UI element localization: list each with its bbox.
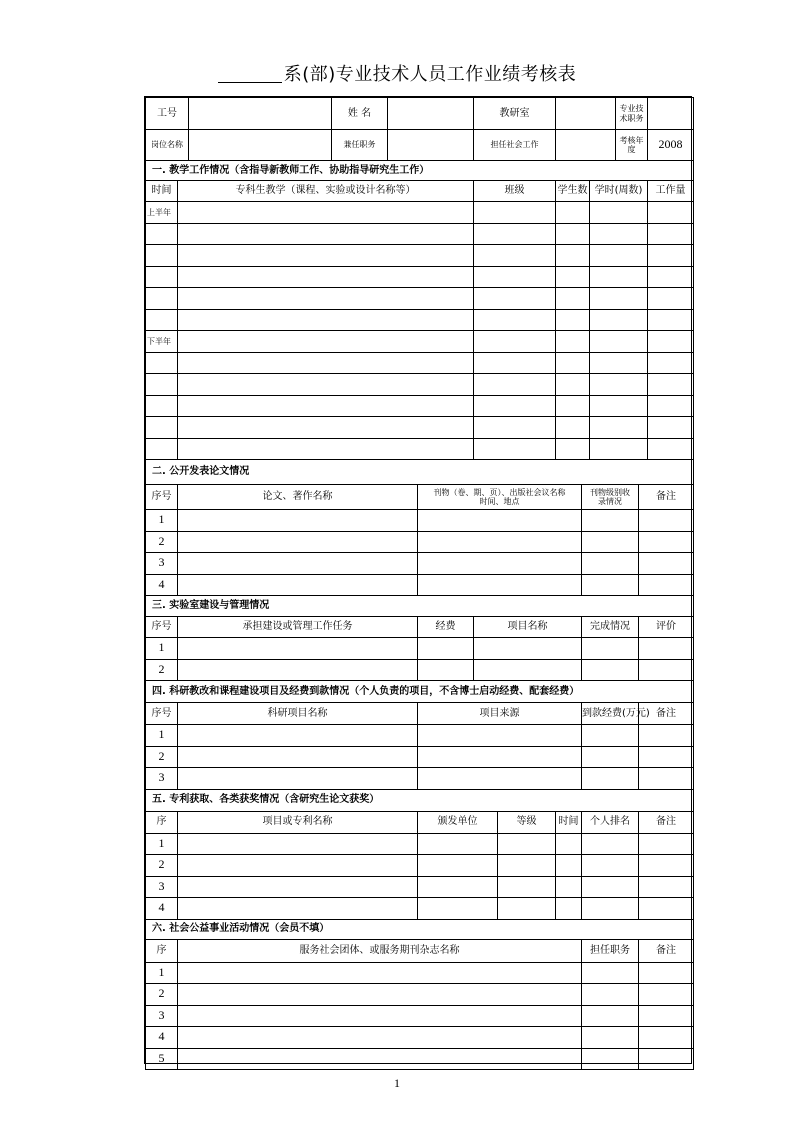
- table-cell[interactable]: [648, 374, 694, 396]
- table-cell[interactable]: [146, 266, 178, 288]
- row-number: 4: [146, 1027, 178, 1049]
- s5-col-rank: 个人排名: [582, 811, 639, 833]
- table-cell[interactable]: [590, 202, 648, 224]
- input-social-work[interactable]: [556, 130, 616, 161]
- table-cell[interactable]: [648, 288, 694, 310]
- row-number: 5: [146, 1048, 178, 1070]
- input-teaching-office[interactable]: [556, 98, 616, 130]
- table-cell[interactable]: [178, 374, 474, 396]
- table-cell[interactable]: [418, 855, 498, 877]
- input-name[interactable]: [388, 98, 474, 130]
- s4-col-remark: 备注: [639, 703, 694, 725]
- table-row: [146, 438, 694, 460]
- title-text: 系(部)专业技术人员工作业绩考核表: [283, 64, 577, 85]
- s3-col-task: 承担建设或管理工作任务: [178, 617, 418, 638]
- table-cell[interactable]: [556, 331, 590, 353]
- s4-col-funds: 到款经费(万元): [582, 703, 639, 725]
- table-cell[interactable]: [146, 223, 178, 245]
- s5-col-issuer: 颁发单位: [418, 811, 498, 833]
- table-cell[interactable]: [556, 223, 590, 245]
- table-cell[interactable]: [498, 855, 556, 877]
- table-row: [146, 202, 694, 224]
- s1-first-half: [146, 202, 694, 331]
- s6-col-no: 序: [146, 939, 178, 962]
- table-cell[interactable]: [556, 833, 582, 855]
- table-cell[interactable]: [582, 1048, 639, 1070]
- table-cell[interactable]: [582, 746, 639, 768]
- department-blank[interactable]: [218, 64, 282, 83]
- table-cell[interactable]: [418, 574, 582, 596]
- table-cell[interactable]: [639, 876, 694, 898]
- table-cell[interactable]: [418, 746, 582, 768]
- table-cell[interactable]: [146, 352, 178, 374]
- table-cell[interactable]: [639, 1005, 694, 1027]
- table-cell[interactable]: [648, 202, 694, 224]
- row-number: 1: [146, 638, 178, 660]
- s2-col-level: 刊物级别收录情况: [582, 485, 639, 510]
- s4-rows: [146, 725, 694, 790]
- table-cell[interactable]: [556, 288, 590, 310]
- table-cell[interactable]: [639, 638, 694, 660]
- table-cell[interactable]: [178, 1027, 582, 1049]
- table-cell[interactable]: [146, 374, 178, 396]
- s2-col-paper: 论文、著作名称: [178, 485, 418, 510]
- table-cell[interactable]: [146, 245, 178, 267]
- table-cell[interactable]: [418, 725, 582, 747]
- table-row: [146, 331, 694, 353]
- table-cell[interactable]: [474, 223, 556, 245]
- table-row: [146, 833, 694, 855]
- table-cell[interactable]: [418, 553, 582, 575]
- table-cell[interactable]: [474, 374, 556, 396]
- s5-rows: [146, 833, 694, 919]
- table-cell[interactable]: [556, 309, 590, 331]
- section-5-title: 五. 专利获取、各类获奖情况（含研究生论文获奖）: [146, 789, 694, 811]
- table-cell[interactable]: [582, 638, 639, 660]
- input-id[interactable]: [189, 98, 332, 130]
- s5-col-no: 序: [146, 811, 178, 833]
- table-cell[interactable]: [146, 309, 178, 331]
- table-cell[interactable]: [178, 898, 418, 920]
- table-row: [146, 223, 694, 245]
- table-cell[interactable]: [418, 833, 498, 855]
- table-cell[interactable]: [582, 768, 639, 790]
- table-cell[interactable]: [178, 1048, 582, 1070]
- s1-col-workload: 工作量: [648, 181, 694, 202]
- table-row: [146, 309, 694, 331]
- table-cell[interactable]: [556, 202, 590, 224]
- table-cell[interactable]: [582, 984, 639, 1006]
- table-row: [146, 245, 694, 267]
- table-row: [146, 510, 694, 532]
- table-cell[interactable]: [556, 245, 590, 267]
- s1-col-time: 时间: [146, 181, 178, 202]
- assessment-form: [144, 96, 692, 1064]
- table-row: [146, 962, 694, 984]
- table-cell[interactable]: [178, 223, 474, 245]
- table-row: [146, 1027, 694, 1049]
- table-cell[interactable]: [582, 659, 639, 681]
- table-cell[interactable]: [648, 331, 694, 353]
- table-cell[interactable]: [178, 876, 418, 898]
- row-number: 3: [146, 553, 178, 575]
- table-cell[interactable]: [582, 1005, 639, 1027]
- label-assessment-year: 考核年度: [616, 130, 648, 161]
- table-cell[interactable]: [648, 438, 694, 460]
- s2-col-journal: 刊物（卷、期、页）、出版社会议名称时间、地点: [418, 485, 582, 510]
- row-number: 3: [146, 768, 178, 790]
- table-row: [146, 288, 694, 310]
- table-cell[interactable]: [639, 531, 694, 553]
- row-number: 2: [146, 984, 178, 1006]
- row-number: 1: [146, 833, 178, 855]
- table-cell[interactable]: [648, 395, 694, 417]
- label-teaching-office: 教研室: [474, 98, 556, 130]
- table-cell[interactable]: [498, 833, 556, 855]
- table-cell[interactable]: [582, 553, 639, 575]
- table-cell[interactable]: [178, 984, 582, 1006]
- table-cell[interactable]: [590, 288, 648, 310]
- table-cell[interactable]: [178, 659, 418, 681]
- table-cell[interactable]: [590, 395, 648, 417]
- s5-col-remark: 备注: [639, 811, 694, 833]
- table-cell[interactable]: [178, 202, 474, 224]
- section-1-title: 一. 教学工作情况（含指导新教师工作、协助指导研究生工作）: [146, 161, 694, 181]
- table-cell[interactable]: [648, 417, 694, 439]
- table-row: [146, 659, 694, 681]
- table-cell[interactable]: [418, 531, 582, 553]
- row-number: 2: [146, 531, 178, 553]
- table-row: [146, 638, 694, 660]
- s5-col-name: 项目或专利名称: [178, 811, 418, 833]
- table-cell[interactable]: [590, 309, 648, 331]
- row-number: 3: [146, 876, 178, 898]
- table-row: [146, 768, 694, 790]
- s3-col-status: 完成情况: [582, 617, 639, 638]
- table-cell[interactable]: [474, 438, 556, 460]
- row-number: 2: [146, 855, 178, 877]
- row-number: 2: [146, 746, 178, 768]
- table-cell[interactable]: [418, 510, 582, 532]
- period-label: 上半年: [146, 202, 178, 224]
- table-cell[interactable]: [178, 746, 418, 768]
- table-cell[interactable]: [556, 438, 590, 460]
- table-cell[interactable]: [178, 531, 418, 553]
- table-row: [146, 855, 694, 877]
- table-cell[interactable]: [590, 417, 648, 439]
- table-cell[interactable]: [178, 962, 582, 984]
- row-number: 3: [146, 1005, 178, 1027]
- table-row: [146, 374, 694, 396]
- table-cell[interactable]: [556, 352, 590, 374]
- table-cell[interactable]: [590, 266, 648, 288]
- table-cell[interactable]: [474, 331, 556, 353]
- s1-col-students: 学生数: [556, 181, 590, 202]
- table-cell[interactable]: [178, 1005, 582, 1027]
- table-cell[interactable]: [648, 223, 694, 245]
- table-cell[interactable]: [418, 638, 474, 660]
- s1-col-hours: 学时(周数): [590, 181, 648, 202]
- table-cell[interactable]: [474, 288, 556, 310]
- table-cell[interactable]: [178, 245, 474, 267]
- table-cell[interactable]: [178, 309, 474, 331]
- section-3-title: 三. 实验室建设与管理情况: [146, 596, 694, 617]
- table-cell[interactable]: [178, 395, 474, 417]
- s2-rows: [146, 510, 694, 596]
- table-cell[interactable]: [639, 898, 694, 920]
- table-cell[interactable]: [582, 876, 639, 898]
- label-position: 岗位名称: [146, 130, 189, 161]
- s4-col-no: 序号: [146, 703, 178, 725]
- s3-col-no: 序号: [146, 617, 178, 638]
- table-cell[interactable]: [178, 833, 418, 855]
- table-cell[interactable]: [556, 417, 590, 439]
- s5-col-grade: 等级: [498, 811, 556, 833]
- table-cell[interactable]: [146, 288, 178, 310]
- table-row: [146, 352, 694, 374]
- table-cell[interactable]: [582, 531, 639, 553]
- form-table: [145, 97, 694, 1070]
- row-number: 4: [146, 898, 178, 920]
- table-cell[interactable]: [474, 266, 556, 288]
- table-row: [146, 984, 694, 1006]
- table-row: [146, 553, 694, 575]
- table-cell[interactable]: [639, 659, 694, 681]
- table-cell[interactable]: [590, 438, 648, 460]
- table-cell[interactable]: [178, 417, 474, 439]
- s4-col-project: 科研项目名称: [178, 703, 418, 725]
- table-cell[interactable]: [178, 266, 474, 288]
- table-cell[interactable]: [639, 510, 694, 532]
- page-number: 1: [394, 1076, 400, 1090]
- label-concurrent-post: 兼任职务: [332, 130, 388, 161]
- table-cell[interactable]: [639, 574, 694, 596]
- table-cell[interactable]: [556, 374, 590, 396]
- table-cell[interactable]: [146, 417, 178, 439]
- table-cell[interactable]: [474, 417, 556, 439]
- table-cell[interactable]: [556, 898, 582, 920]
- table-cell[interactable]: [178, 553, 418, 575]
- table-cell[interactable]: [418, 898, 498, 920]
- table-cell[interactable]: [178, 331, 474, 353]
- s1-second-half: [146, 331, 694, 460]
- table-cell[interactable]: [556, 876, 582, 898]
- input-concurrent-post[interactable]: [388, 130, 474, 161]
- s5-col-time: 时间: [556, 811, 582, 833]
- table-cell[interactable]: [582, 510, 639, 532]
- table-row: [146, 417, 694, 439]
- s2-col-no: 序号: [146, 485, 178, 510]
- table-cell[interactable]: [639, 725, 694, 747]
- table-cell[interactable]: [474, 202, 556, 224]
- s3-col-project: 项目名称: [474, 617, 582, 638]
- page-title: [0, 60, 794, 86]
- s2-col-remark: 备注: [639, 485, 694, 510]
- input-professional-title[interactable]: [648, 98, 694, 130]
- table-cell[interactable]: [178, 768, 418, 790]
- table-cell[interactable]: [639, 746, 694, 768]
- table-row: [146, 395, 694, 417]
- table-row: [146, 531, 694, 553]
- table-row: [146, 746, 694, 768]
- s1-col-class: 班级: [474, 181, 556, 202]
- table-row: [146, 574, 694, 596]
- table-cell[interactable]: [556, 395, 590, 417]
- table-cell[interactable]: [648, 309, 694, 331]
- table-cell[interactable]: [474, 245, 556, 267]
- section-2-title: 二. 公开发表论文情况: [146, 460, 694, 485]
- table-cell[interactable]: [590, 352, 648, 374]
- table-cell[interactable]: [582, 855, 639, 877]
- table-cell[interactable]: [178, 574, 418, 596]
- row-number: 1: [146, 725, 178, 747]
- table-cell[interactable]: [639, 833, 694, 855]
- table-row: [146, 1048, 694, 1070]
- table-cell[interactable]: [639, 553, 694, 575]
- table-cell[interactable]: [474, 352, 556, 374]
- table-cell[interactable]: [556, 855, 582, 877]
- row-number: 2: [146, 659, 178, 681]
- table-cell[interactable]: [648, 266, 694, 288]
- s6-rows: [146, 962, 694, 1070]
- row-number: 4: [146, 574, 178, 596]
- table-cell[interactable]: [178, 288, 474, 310]
- table-cell[interactable]: [590, 331, 648, 353]
- table-cell[interactable]: [474, 659, 582, 681]
- table-cell[interactable]: [582, 898, 639, 920]
- table-cell[interactable]: [590, 223, 648, 245]
- table-cell[interactable]: [639, 1027, 694, 1049]
- table-cell[interactable]: [639, 962, 694, 984]
- table-cell[interactable]: [146, 438, 178, 460]
- table-cell[interactable]: [474, 309, 556, 331]
- table-row: [146, 876, 694, 898]
- table-cell[interactable]: [146, 395, 178, 417]
- table-cell[interactable]: [498, 876, 556, 898]
- table-cell[interactable]: [648, 245, 694, 267]
- table-cell[interactable]: [178, 855, 418, 877]
- table-cell[interactable]: [178, 352, 474, 374]
- table-cell[interactable]: [582, 725, 639, 747]
- table-cell[interactable]: [582, 574, 639, 596]
- table-cell[interactable]: [582, 962, 639, 984]
- table-cell[interactable]: [639, 1048, 694, 1070]
- section-6-title: 六. 社会公益事业活动情况（会员不填）: [146, 919, 694, 939]
- label-social-work: 担任社会工作: [474, 130, 556, 161]
- table-cell[interactable]: [590, 245, 648, 267]
- label-name: 姓 名: [332, 98, 388, 130]
- table-cell[interactable]: [639, 984, 694, 1006]
- table-row: [146, 898, 694, 920]
- assessment-year-value[interactable]: 2008: [648, 130, 694, 161]
- table-cell[interactable]: [178, 438, 474, 460]
- s3-col-evaluation: 评价: [639, 617, 694, 638]
- s6-col-role: 担任职务: [582, 939, 639, 962]
- label-professional-title: 专业技术职务: [616, 98, 648, 130]
- table-cell[interactable]: [178, 510, 418, 532]
- table-cell[interactable]: [582, 1027, 639, 1049]
- table-cell[interactable]: [590, 374, 648, 396]
- table-cell[interactable]: [418, 768, 582, 790]
- table-cell[interactable]: [639, 855, 694, 877]
- section-4-title: 四. 科研教改和课程建设项目及经费到款情况（个人负责的项目，不含博士启动经费、配套经费）: [146, 681, 694, 703]
- s3-col-funds: 经费: [418, 617, 474, 638]
- s6-col-organization: 服务社会团体、或服务期刊杂志名称: [178, 939, 582, 962]
- table-cell[interactable]: [178, 638, 418, 660]
- table-row: [146, 725, 694, 747]
- table-cell[interactable]: [556, 266, 590, 288]
- s1-col-course: 专科生教学（课程、实验或设计名称等）: [178, 181, 474, 202]
- table-cell[interactable]: [178, 725, 418, 747]
- table-cell[interactable]: [474, 395, 556, 417]
- table-cell[interactable]: [498, 898, 556, 920]
- table-row: [146, 266, 694, 288]
- table-cell[interactable]: [648, 352, 694, 374]
- row-number: 1: [146, 510, 178, 532]
- table-cell[interactable]: [418, 876, 498, 898]
- s3-rows: [146, 638, 694, 681]
- input-position[interactable]: [189, 130, 332, 161]
- row-number: 1: [146, 962, 178, 984]
- table-row: [146, 1005, 694, 1027]
- s6-col-remark: 备注: [639, 939, 694, 962]
- period-label: 下半年: [146, 331, 178, 353]
- table-cell[interactable]: [474, 638, 582, 660]
- table-cell[interactable]: [639, 768, 694, 790]
- label-id: 工号: [146, 98, 189, 130]
- table-cell[interactable]: [582, 833, 639, 855]
- s4-col-source: 项目来源: [418, 703, 582, 725]
- table-cell[interactable]: [418, 659, 474, 681]
